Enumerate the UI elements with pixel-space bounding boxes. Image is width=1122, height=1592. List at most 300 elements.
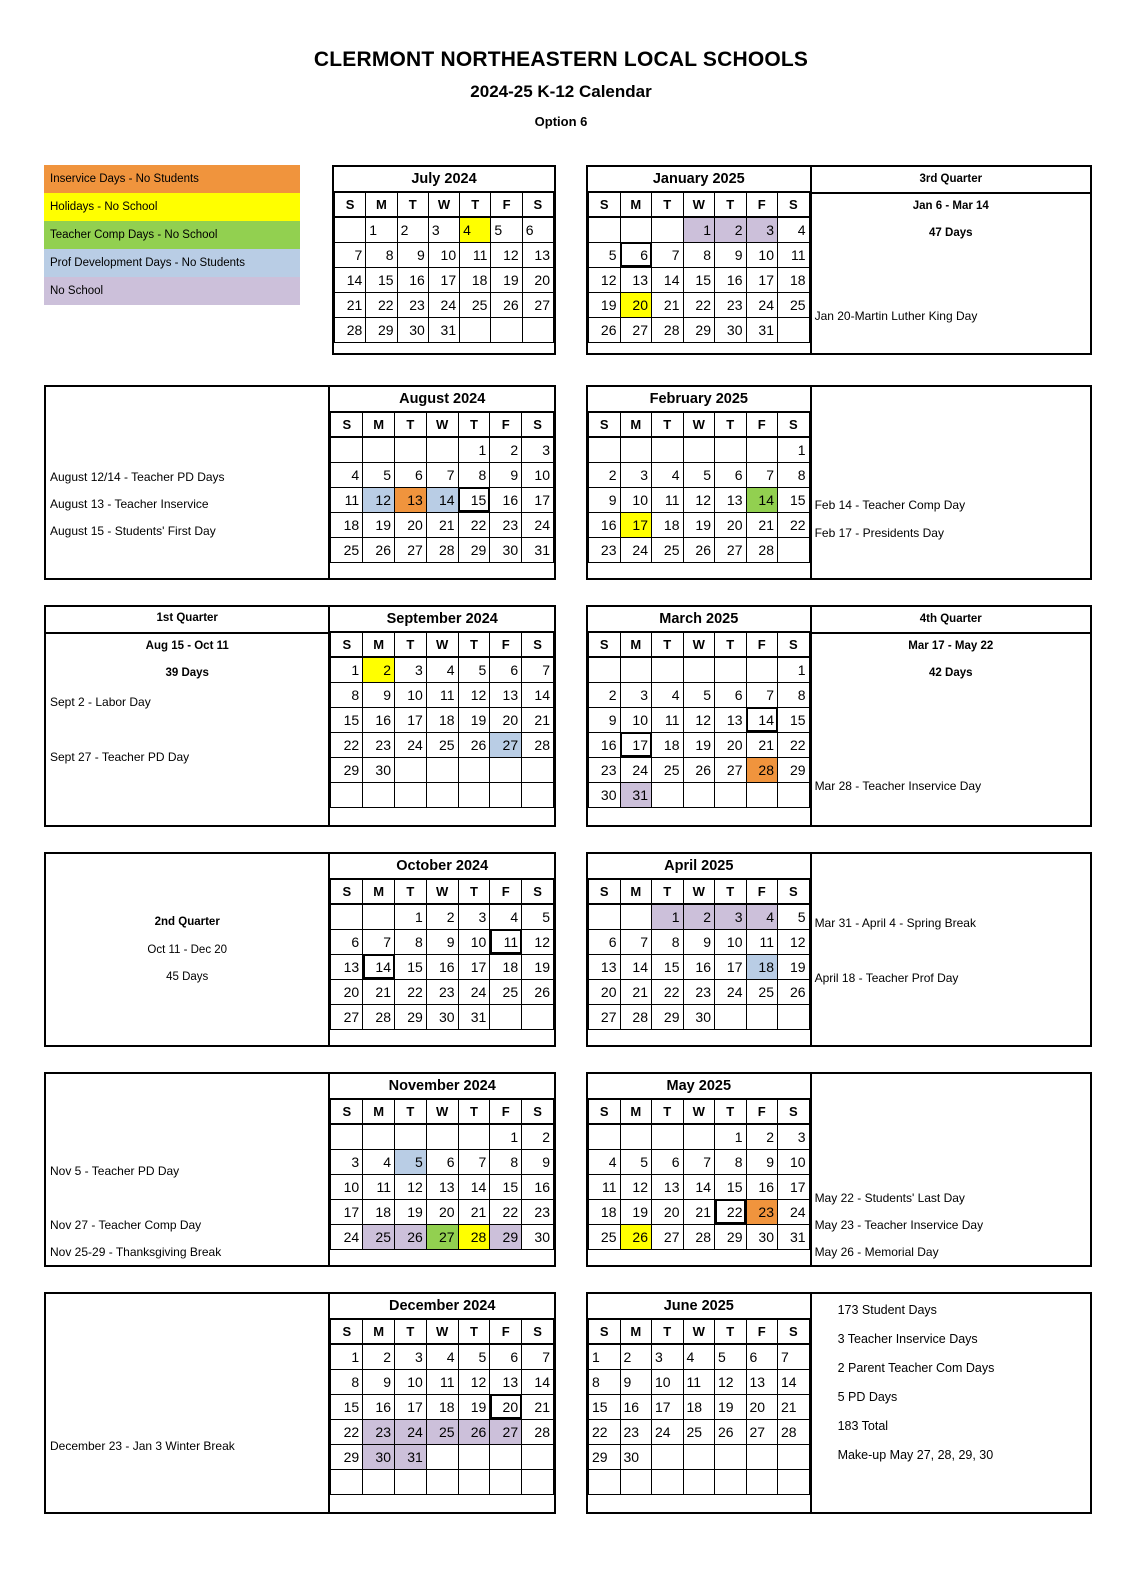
day-cell-4[interactable]: 4 (426, 657, 458, 682)
day-cell-4[interactable]: 4 (683, 1344, 715, 1369)
day-cell-23[interactable]: 23 (715, 292, 747, 317)
day-cell-22[interactable]: 22 (331, 732, 363, 757)
day-cell-1[interactable]: 1 (331, 657, 363, 682)
day-cell-14[interactable]: 14 (620, 954, 652, 979)
day-cell-1[interactable]: 1 (366, 217, 397, 242)
day-cell-29[interactable]: 29 (458, 537, 490, 562)
day-cell-8[interactable]: 8 (331, 682, 363, 707)
day-cell-18[interactable]: 18 (778, 267, 810, 292)
day-cell-19[interactable]: 19 (458, 1394, 490, 1419)
day-cell-7[interactable]: 7 (746, 682, 778, 707)
day-cell-27[interactable]: 27 (715, 537, 747, 562)
day-cell-3[interactable]: 3 (715, 904, 747, 929)
day-cell-31[interactable]: 31 (395, 1444, 427, 1469)
day-cell-1[interactable]: 1 (490, 1124, 522, 1149)
day-cell-27[interactable]: 27 (490, 732, 522, 757)
day-cell-18[interactable]: 18 (331, 512, 363, 537)
day-cell-5[interactable]: 5 (620, 1149, 652, 1174)
day-cell-22[interactable]: 22 (490, 1199, 522, 1224)
day-cell-14[interactable]: 14 (746, 487, 778, 512)
day-cell-3[interactable]: 3 (395, 1344, 427, 1369)
day-cell-29[interactable]: 29 (395, 1004, 427, 1029)
day-cell-12[interactable]: 12 (363, 487, 395, 512)
day-cell-8[interactable]: 8 (778, 462, 810, 487)
day-cell-5[interactable]: 5 (363, 462, 395, 487)
day-cell-26[interactable]: 26 (458, 732, 490, 757)
day-cell-15[interactable]: 15 (778, 487, 810, 512)
day-cell-16[interactable]: 16 (490, 487, 522, 512)
day-cell-18[interactable]: 18 (683, 1394, 715, 1419)
day-cell-21[interactable]: 21 (778, 1394, 810, 1419)
day-cell-30[interactable]: 30 (683, 1004, 715, 1029)
day-cell-31[interactable]: 31 (778, 1224, 810, 1249)
day-cell-7[interactable]: 7 (620, 929, 652, 954)
day-cell-20[interactable]: 20 (490, 1394, 522, 1419)
day-cell-7[interactable]: 7 (458, 1149, 490, 1174)
day-cell-20[interactable]: 20 (746, 1394, 778, 1419)
day-cell-23[interactable]: 23 (620, 1419, 652, 1444)
day-cell-5[interactable]: 5 (395, 1149, 427, 1174)
day-cell-6[interactable]: 6 (331, 929, 363, 954)
day-cell-12[interactable]: 12 (458, 1369, 490, 1394)
day-cell-9[interactable]: 9 (589, 707, 621, 732)
day-cell-13[interactable]: 13 (522, 242, 553, 267)
day-cell-13[interactable]: 13 (490, 1369, 522, 1394)
day-cell-6[interactable]: 6 (589, 929, 621, 954)
day-cell-28[interactable]: 28 (746, 537, 778, 562)
day-cell-5[interactable]: 5 (522, 904, 554, 929)
day-cell-8[interactable]: 8 (366, 242, 397, 267)
day-cell-21[interactable]: 21 (426, 512, 458, 537)
day-cell-18[interactable]: 18 (589, 1199, 621, 1224)
day-cell-17[interactable]: 17 (395, 707, 427, 732)
day-cell-23[interactable]: 23 (683, 979, 715, 1004)
day-cell-28[interactable]: 28 (683, 1224, 715, 1249)
day-cell-11[interactable]: 11 (363, 1174, 395, 1199)
day-cell-12[interactable]: 12 (620, 1174, 652, 1199)
day-cell-18[interactable]: 18 (652, 512, 684, 537)
day-cell-8[interactable]: 8 (778, 682, 810, 707)
day-cell-27[interactable]: 27 (331, 1004, 363, 1029)
day-cell-20[interactable]: 20 (395, 512, 427, 537)
day-cell-22[interactable]: 22 (366, 292, 397, 317)
day-cell-12[interactable]: 12 (491, 242, 522, 267)
day-cell-30[interactable]: 30 (363, 757, 395, 782)
day-cell-27[interactable]: 27 (395, 537, 427, 562)
day-cell-26[interactable]: 26 (683, 757, 715, 782)
day-cell-16[interactable]: 16 (397, 267, 428, 292)
day-cell-30[interactable]: 30 (397, 317, 428, 342)
day-cell-4[interactable]: 4 (426, 1344, 458, 1369)
day-cell-26[interactable]: 26 (683, 537, 715, 562)
day-cell-19[interactable]: 19 (778, 954, 810, 979)
day-cell-24[interactable]: 24 (395, 1419, 427, 1444)
day-cell-2[interactable]: 2 (363, 1344, 395, 1369)
day-cell-15[interactable]: 15 (778, 707, 810, 732)
day-cell-20[interactable]: 20 (331, 979, 363, 1004)
day-cell-28[interactable]: 28 (778, 1419, 810, 1444)
day-cell-8[interactable]: 8 (458, 462, 490, 487)
day-cell-15[interactable]: 15 (683, 267, 715, 292)
day-cell-15[interactable]: 15 (331, 1394, 363, 1419)
day-cell-28[interactable]: 28 (522, 732, 554, 757)
day-cell-22[interactable]: 22 (683, 292, 715, 317)
day-cell-15[interactable]: 15 (715, 1174, 747, 1199)
day-cell-31[interactable]: 31 (458, 1004, 490, 1029)
day-cell-30[interactable]: 30 (715, 317, 747, 342)
day-cell-29[interactable]: 29 (715, 1224, 747, 1249)
day-cell-20[interactable]: 20 (522, 267, 553, 292)
day-cell-5[interactable]: 5 (458, 657, 490, 682)
day-cell-23[interactable]: 23 (490, 512, 522, 537)
day-cell-13[interactable]: 13 (331, 954, 363, 979)
day-cell-17[interactable]: 17 (428, 267, 459, 292)
day-cell-1[interactable]: 1 (331, 1344, 363, 1369)
day-cell-13[interactable]: 13 (715, 707, 747, 732)
day-cell-28[interactable]: 28 (652, 317, 684, 342)
day-cell-17[interactable]: 17 (652, 1394, 684, 1419)
day-cell-29[interactable]: 29 (331, 757, 363, 782)
day-cell-1[interactable]: 1 (395, 904, 427, 929)
day-cell-30[interactable]: 30 (746, 1224, 778, 1249)
day-cell-24[interactable]: 24 (715, 979, 747, 1004)
day-cell-10[interactable]: 10 (331, 1174, 363, 1199)
day-cell-6[interactable]: 6 (715, 462, 747, 487)
day-cell-13[interactable]: 13 (490, 682, 522, 707)
day-cell-26[interactable]: 26 (589, 317, 621, 342)
day-cell-26[interactable]: 26 (620, 1224, 652, 1249)
day-cell-29[interactable]: 29 (331, 1444, 363, 1469)
day-cell-9[interactable]: 9 (620, 1369, 652, 1394)
day-cell-24[interactable]: 24 (746, 292, 778, 317)
day-cell-14[interactable]: 14 (335, 267, 366, 292)
day-cell-25[interactable]: 25 (426, 1419, 458, 1444)
day-cell-11[interactable]: 11 (746, 929, 778, 954)
day-cell-10[interactable]: 10 (458, 929, 490, 954)
day-cell-18[interactable]: 18 (363, 1199, 395, 1224)
day-cell-2[interactable]: 2 (589, 462, 621, 487)
day-cell-21[interactable]: 21 (746, 512, 778, 537)
day-cell-6[interactable]: 6 (490, 1344, 522, 1369)
day-cell-3[interactable]: 3 (620, 462, 652, 487)
day-cell-23[interactable]: 23 (589, 757, 621, 782)
day-cell-23[interactable]: 23 (397, 292, 428, 317)
day-cell-12[interactable]: 12 (683, 707, 715, 732)
day-cell-22[interactable]: 22 (589, 1419, 621, 1444)
day-cell-20[interactable]: 20 (589, 979, 621, 1004)
day-cell-7[interactable]: 7 (335, 242, 366, 267)
day-cell-21[interactable]: 21 (363, 979, 395, 1004)
day-cell-13[interactable]: 13 (746, 1369, 778, 1394)
day-cell-17[interactable]: 17 (331, 1199, 363, 1224)
day-cell-4[interactable]: 4 (778, 217, 810, 242)
day-cell-5[interactable]: 5 (491, 217, 522, 242)
day-cell-25[interactable]: 25 (652, 757, 684, 782)
day-cell-11[interactable]: 11 (652, 487, 684, 512)
day-cell-15[interactable]: 15 (458, 487, 490, 512)
day-cell-1[interactable]: 1 (589, 1344, 621, 1369)
day-cell-3[interactable]: 3 (620, 682, 652, 707)
day-cell-25[interactable]: 25 (683, 1419, 715, 1444)
day-cell-16[interactable]: 16 (683, 954, 715, 979)
day-cell-16[interactable]: 16 (746, 1174, 778, 1199)
day-cell-28[interactable]: 28 (458, 1224, 490, 1249)
day-cell-30[interactable]: 30 (620, 1444, 652, 1469)
day-cell-31[interactable]: 31 (620, 782, 652, 807)
day-cell-6[interactable]: 6 (522, 217, 553, 242)
day-cell-26[interactable]: 26 (458, 1419, 490, 1444)
day-cell-27[interactable]: 27 (652, 1224, 684, 1249)
day-cell-9[interactable]: 9 (715, 242, 747, 267)
day-cell-16[interactable]: 16 (363, 707, 395, 732)
day-cell-14[interactable]: 14 (522, 682, 554, 707)
day-cell-20[interactable]: 20 (490, 707, 522, 732)
day-cell-5[interactable]: 5 (778, 904, 810, 929)
day-cell-9[interactable]: 9 (426, 929, 458, 954)
day-cell-19[interactable]: 19 (683, 512, 715, 537)
day-cell-28[interactable]: 28 (746, 757, 778, 782)
day-cell-20[interactable]: 20 (715, 732, 747, 757)
day-cell-25[interactable]: 25 (426, 732, 458, 757)
day-cell-12[interactable]: 12 (715, 1369, 747, 1394)
day-cell-1[interactable]: 1 (683, 217, 715, 242)
day-cell-31[interactable]: 31 (522, 537, 554, 562)
day-cell-26[interactable]: 26 (363, 537, 395, 562)
day-cell-9[interactable]: 9 (490, 462, 522, 487)
day-cell-5[interactable]: 5 (458, 1344, 490, 1369)
day-cell-25[interactable]: 25 (652, 537, 684, 562)
day-cell-24[interactable]: 24 (620, 757, 652, 782)
day-cell-10[interactable]: 10 (778, 1149, 810, 1174)
day-cell-31[interactable]: 31 (746, 317, 778, 342)
day-cell-28[interactable]: 28 (363, 1004, 395, 1029)
day-cell-25[interactable]: 25 (589, 1224, 621, 1249)
day-cell-19[interactable]: 19 (363, 512, 395, 537)
day-cell-24[interactable]: 24 (458, 979, 490, 1004)
day-cell-10[interactable]: 10 (620, 487, 652, 512)
day-cell-15[interactable]: 15 (331, 707, 363, 732)
day-cell-16[interactable]: 16 (426, 954, 458, 979)
day-cell-3[interactable]: 3 (395, 657, 427, 682)
day-cell-26[interactable]: 26 (778, 979, 810, 1004)
day-cell-25[interactable]: 25 (363, 1224, 395, 1249)
day-cell-4[interactable]: 4 (363, 1149, 395, 1174)
day-cell-17[interactable]: 17 (746, 267, 778, 292)
day-cell-18[interactable]: 18 (652, 732, 684, 757)
day-cell-27[interactable]: 27 (426, 1224, 458, 1249)
day-cell-4[interactable]: 4 (490, 904, 522, 929)
day-cell-7[interactable]: 7 (363, 929, 395, 954)
day-cell-24[interactable]: 24 (395, 732, 427, 757)
day-cell-11[interactable]: 11 (652, 707, 684, 732)
day-cell-6[interactable]: 6 (652, 1149, 684, 1174)
day-cell-23[interactable]: 23 (363, 1419, 395, 1444)
day-cell-23[interactable]: 23 (589, 537, 621, 562)
day-cell-22[interactable]: 22 (458, 512, 490, 537)
day-cell-9[interactable]: 9 (363, 1369, 395, 1394)
day-cell-30[interactable]: 30 (426, 1004, 458, 1029)
day-cell-21[interactable]: 21 (620, 979, 652, 1004)
day-cell-31[interactable]: 31 (428, 317, 459, 342)
day-cell-27[interactable]: 27 (620, 317, 652, 342)
day-cell-2[interactable]: 2 (363, 657, 395, 682)
day-cell-7[interactable]: 7 (426, 462, 458, 487)
day-cell-16[interactable]: 16 (715, 267, 747, 292)
day-cell-11[interactable]: 11 (683, 1369, 715, 1394)
day-cell-3[interactable]: 3 (522, 437, 554, 462)
day-cell-19[interactable]: 19 (491, 267, 522, 292)
day-cell-30[interactable]: 30 (589, 782, 621, 807)
day-cell-22[interactable]: 22 (715, 1199, 747, 1224)
day-cell-7[interactable]: 7 (652, 242, 684, 267)
day-cell-12[interactable]: 12 (778, 929, 810, 954)
day-cell-1[interactable]: 1 (715, 1124, 747, 1149)
day-cell-22[interactable]: 22 (778, 732, 810, 757)
day-cell-28[interactable]: 28 (620, 1004, 652, 1029)
day-cell-13[interactable]: 13 (426, 1174, 458, 1199)
day-cell-18[interactable]: 18 (426, 707, 458, 732)
day-cell-24[interactable]: 24 (428, 292, 459, 317)
day-cell-3[interactable]: 3 (458, 904, 490, 929)
day-cell-15[interactable]: 15 (589, 1394, 621, 1419)
day-cell-19[interactable]: 19 (458, 707, 490, 732)
day-cell-10[interactable]: 10 (522, 462, 554, 487)
day-cell-19[interactable]: 19 (395, 1199, 427, 1224)
day-cell-26[interactable]: 26 (395, 1224, 427, 1249)
day-cell-4[interactable]: 4 (331, 462, 363, 487)
day-cell-12[interactable]: 12 (395, 1174, 427, 1199)
day-cell-2[interactable]: 2 (490, 437, 522, 462)
day-cell-23[interactable]: 23 (426, 979, 458, 1004)
day-cell-2[interactable]: 2 (426, 904, 458, 929)
day-cell-21[interactable]: 21 (458, 1199, 490, 1224)
day-cell-4[interactable]: 4 (746, 904, 778, 929)
day-cell-27[interactable]: 27 (746, 1419, 778, 1444)
day-cell-8[interactable]: 8 (395, 929, 427, 954)
day-cell-1[interactable]: 1 (778, 437, 810, 462)
day-cell-14[interactable]: 14 (683, 1174, 715, 1199)
day-cell-27[interactable]: 27 (522, 292, 553, 317)
day-cell-28[interactable]: 28 (426, 537, 458, 562)
day-cell-16[interactable]: 16 (589, 732, 621, 757)
day-cell-26[interactable]: 26 (715, 1419, 747, 1444)
day-cell-11[interactable]: 11 (426, 682, 458, 707)
day-cell-8[interactable]: 8 (490, 1149, 522, 1174)
day-cell-13[interactable]: 13 (589, 954, 621, 979)
day-cell-2[interactable]: 2 (683, 904, 715, 929)
day-cell-11[interactable]: 11 (460, 242, 491, 267)
day-cell-3[interactable]: 3 (778, 1124, 810, 1149)
day-cell-4[interactable]: 4 (652, 462, 684, 487)
day-cell-4[interactable]: 4 (460, 217, 491, 242)
day-cell-2[interactable]: 2 (589, 682, 621, 707)
day-cell-10[interactable]: 10 (746, 242, 778, 267)
day-cell-10[interactable]: 10 (715, 929, 747, 954)
day-cell-19[interactable]: 19 (683, 732, 715, 757)
day-cell-11[interactable]: 11 (589, 1174, 621, 1199)
day-cell-17[interactable]: 17 (395, 1394, 427, 1419)
day-cell-14[interactable]: 14 (426, 487, 458, 512)
day-cell-17[interactable]: 17 (620, 512, 652, 537)
day-cell-21[interactable]: 21 (522, 1394, 554, 1419)
day-cell-21[interactable]: 21 (683, 1199, 715, 1224)
day-cell-14[interactable]: 14 (522, 1369, 554, 1394)
day-cell-25[interactable]: 25 (778, 292, 810, 317)
day-cell-17[interactable]: 17 (715, 954, 747, 979)
day-cell-24[interactable]: 24 (331, 1224, 363, 1249)
day-cell-21[interactable]: 21 (652, 292, 684, 317)
day-cell-7[interactable]: 7 (683, 1149, 715, 1174)
day-cell-9[interactable]: 9 (363, 682, 395, 707)
day-cell-11[interactable]: 11 (778, 242, 810, 267)
day-cell-5[interactable]: 5 (683, 682, 715, 707)
day-cell-7[interactable]: 7 (522, 1344, 554, 1369)
day-cell-23[interactable]: 23 (746, 1199, 778, 1224)
day-cell-12[interactable]: 12 (589, 267, 621, 292)
day-cell-6[interactable]: 6 (426, 1149, 458, 1174)
day-cell-7[interactable]: 7 (522, 657, 554, 682)
day-cell-8[interactable]: 8 (652, 929, 684, 954)
day-cell-9[interactable]: 9 (397, 242, 428, 267)
day-cell-12[interactable]: 12 (683, 487, 715, 512)
day-cell-14[interactable]: 14 (778, 1369, 810, 1394)
day-cell-17[interactable]: 17 (522, 487, 554, 512)
day-cell-30[interactable]: 30 (490, 537, 522, 562)
day-cell-14[interactable]: 14 (363, 954, 395, 979)
day-cell-6[interactable]: 6 (490, 657, 522, 682)
day-cell-10[interactable]: 10 (652, 1369, 684, 1394)
day-cell-27[interactable]: 27 (589, 1004, 621, 1029)
day-cell-20[interactable]: 20 (652, 1199, 684, 1224)
day-cell-14[interactable]: 14 (652, 267, 684, 292)
day-cell-28[interactable]: 28 (522, 1419, 554, 1444)
day-cell-4[interactable]: 4 (589, 1149, 621, 1174)
day-cell-1[interactable]: 1 (652, 904, 684, 929)
day-cell-29[interactable]: 29 (589, 1444, 621, 1469)
day-cell-9[interactable]: 9 (746, 1149, 778, 1174)
day-cell-5[interactable]: 5 (589, 242, 621, 267)
day-cell-11[interactable]: 11 (490, 929, 522, 954)
day-cell-2[interactable]: 2 (715, 217, 747, 242)
day-cell-9[interactable]: 9 (589, 487, 621, 512)
day-cell-15[interactable]: 15 (490, 1174, 522, 1199)
day-cell-16[interactable]: 16 (363, 1394, 395, 1419)
day-cell-17[interactable]: 17 (458, 954, 490, 979)
day-cell-22[interactable]: 22 (778, 512, 810, 537)
day-cell-20[interactable]: 20 (715, 512, 747, 537)
day-cell-29[interactable]: 29 (778, 757, 810, 782)
day-cell-2[interactable]: 2 (746, 1124, 778, 1149)
day-cell-1[interactable]: 1 (778, 657, 810, 682)
day-cell-8[interactable]: 8 (331, 1369, 363, 1394)
day-cell-10[interactable]: 10 (620, 707, 652, 732)
day-cell-10[interactable]: 10 (395, 1369, 427, 1394)
day-cell-28[interactable]: 28 (335, 317, 366, 342)
day-cell-17[interactable]: 17 (778, 1174, 810, 1199)
day-cell-3[interactable]: 3 (652, 1344, 684, 1369)
day-cell-18[interactable]: 18 (490, 954, 522, 979)
day-cell-3[interactable]: 3 (331, 1149, 363, 1174)
day-cell-5[interactable]: 5 (715, 1344, 747, 1369)
day-cell-15[interactable]: 15 (366, 267, 397, 292)
day-cell-15[interactable]: 15 (395, 954, 427, 979)
day-cell-6[interactable]: 6 (746, 1344, 778, 1369)
day-cell-4[interactable]: 4 (652, 682, 684, 707)
day-cell-27[interactable]: 27 (490, 1419, 522, 1444)
day-cell-2[interactable]: 2 (397, 217, 428, 242)
day-cell-17[interactable]: 17 (620, 732, 652, 757)
day-cell-18[interactable]: 18 (460, 267, 491, 292)
